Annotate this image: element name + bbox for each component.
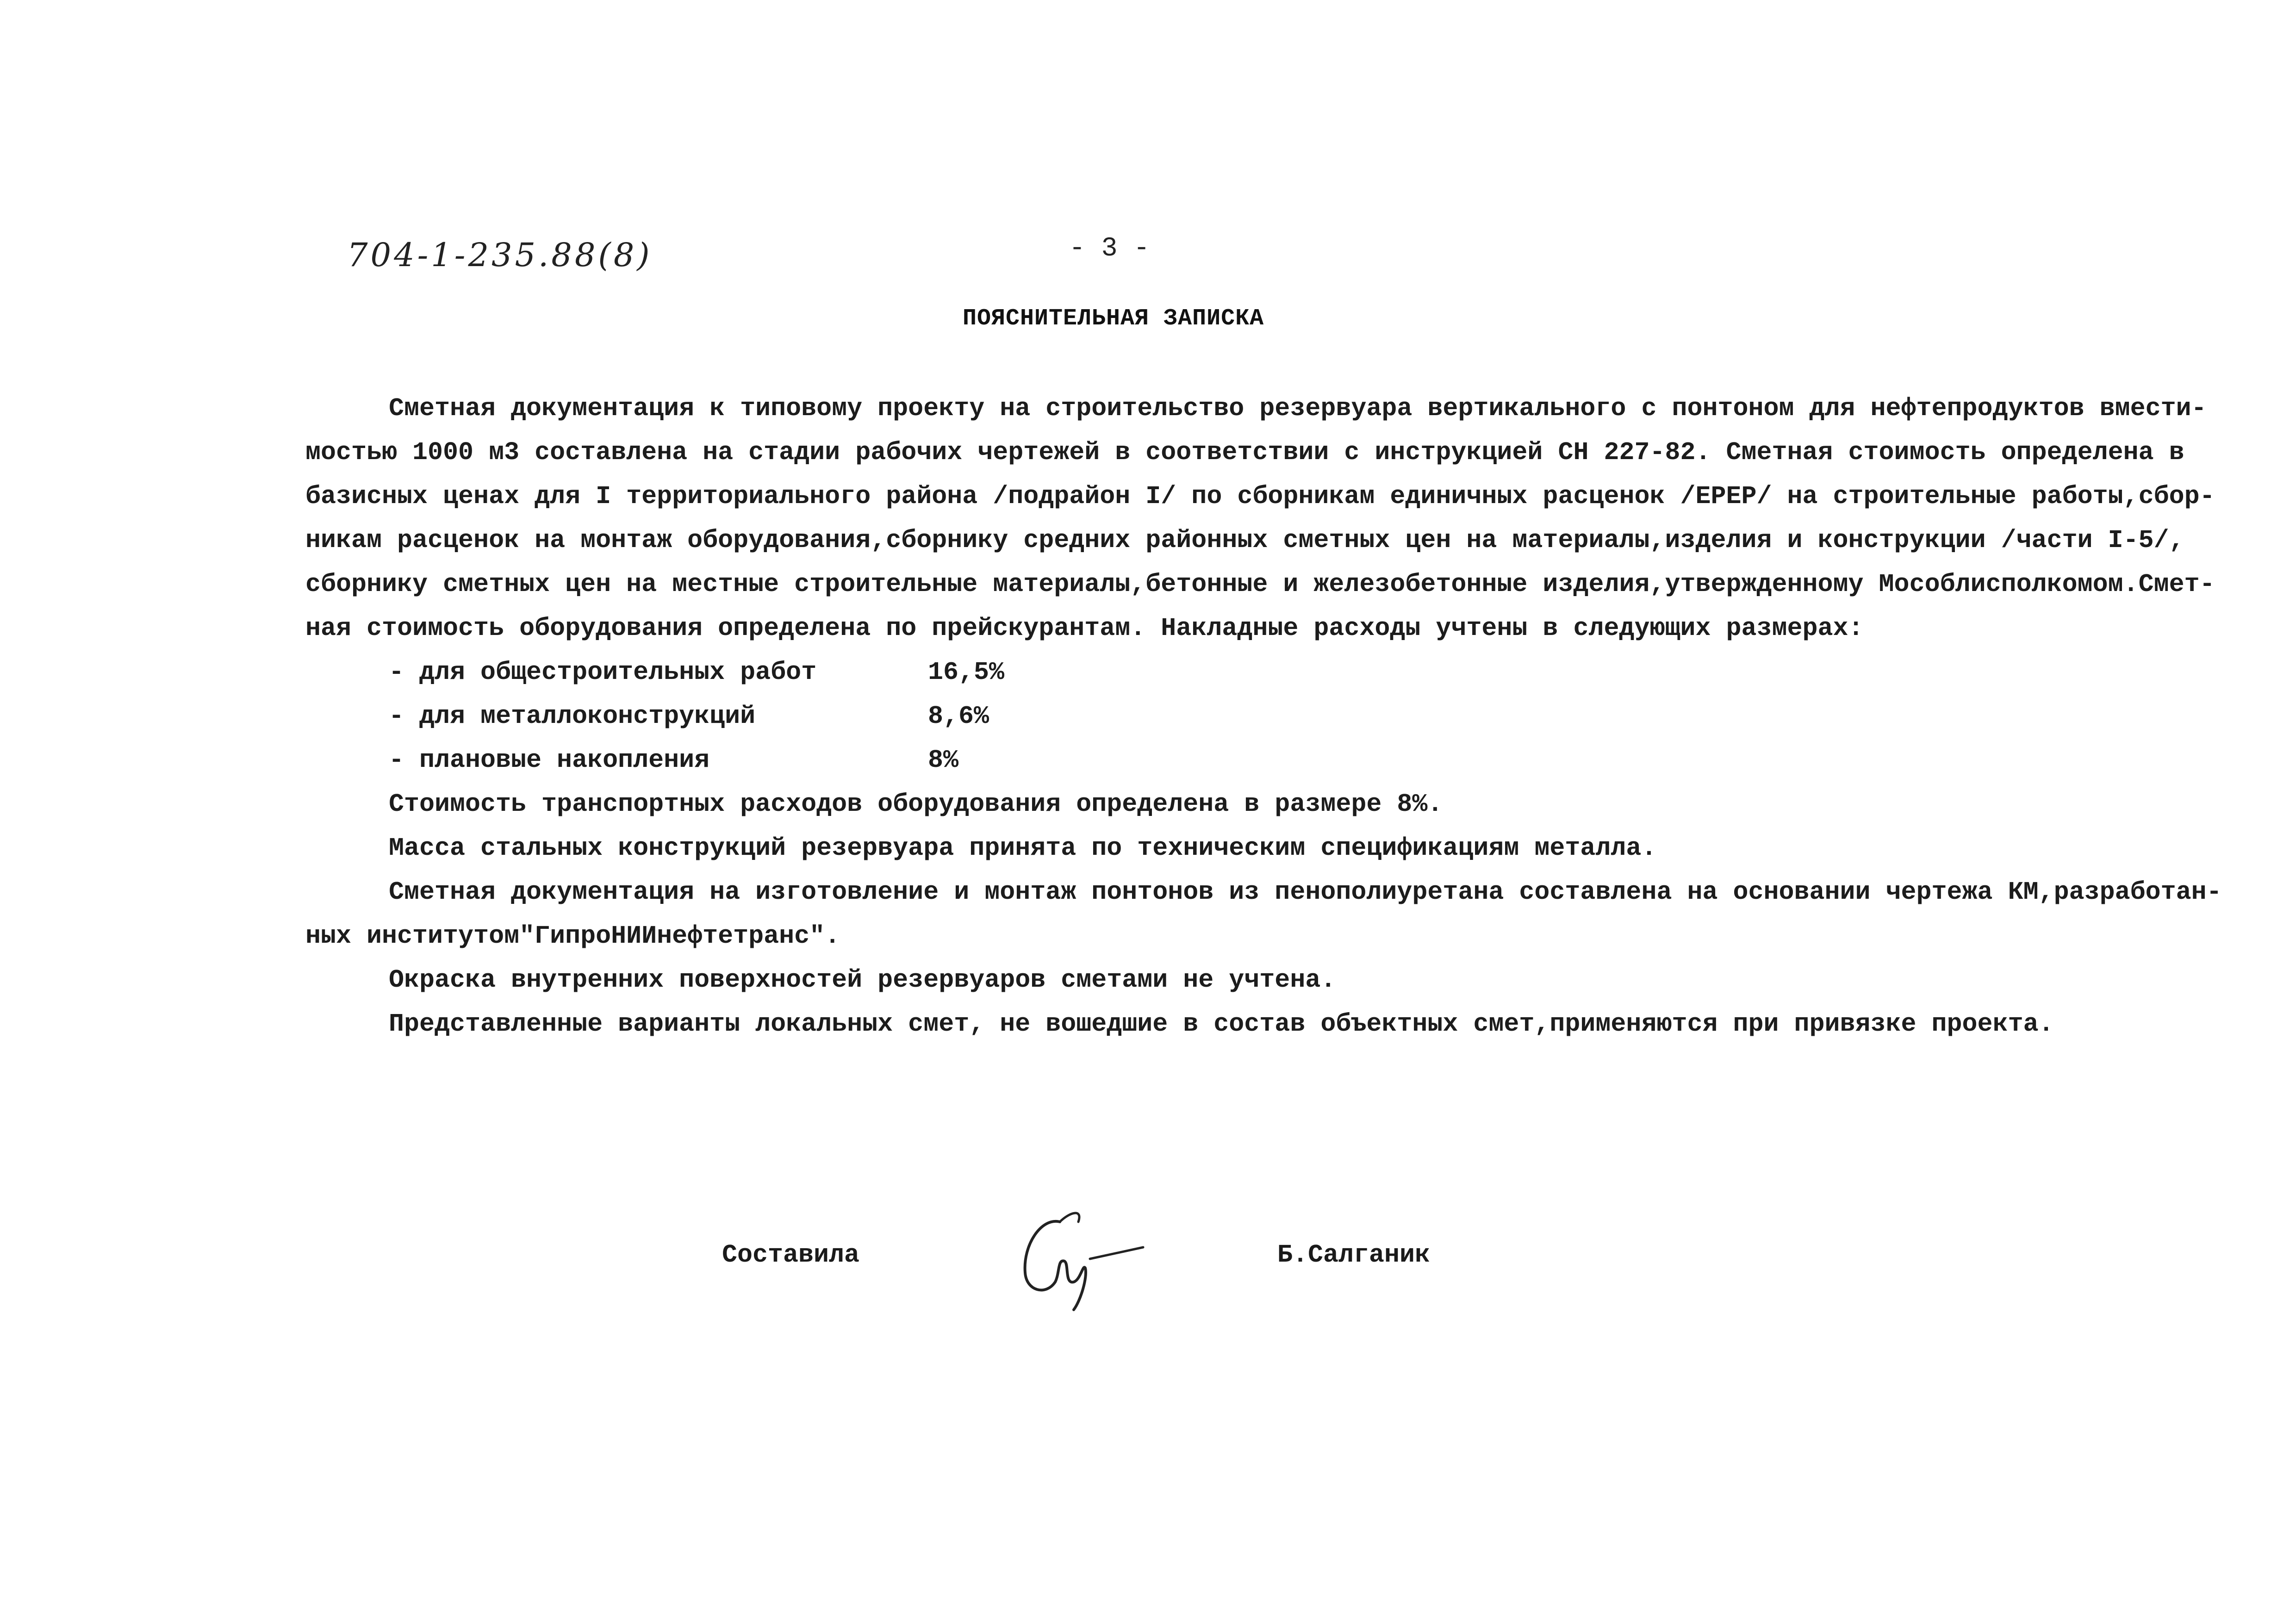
text-line: Масса стальных конструкций резервуара принята по техническим спецификациям металла.: [389, 834, 1657, 863]
paragraph-estimate-docs: [305, 386, 2215, 650]
rate-label: - для металлоконструкций: [389, 702, 756, 731]
document-code: 704-1-235.88(8): [347, 236, 653, 274]
paragraph-steel-mass: [305, 826, 2027, 870]
paragraph-variants: [305, 1002, 2054, 1046]
handwritten-signature-icon: [1004, 1203, 1157, 1314]
list-item: [305, 650, 2027, 694]
signatory-name: Б.Салганик: [1277, 1240, 1431, 1269]
explanatory-note-body: [305, 386, 2222, 1046]
rate-label: - для общестроительных работ: [389, 658, 817, 687]
text-line: Сметная документация на изготовление и монтаж понтонов из пенополиуретана составлена на основании чертежа КМ,разработан-: [389, 877, 2222, 907]
text-line: сборнику сметных цен на местные строительные материалы,бетонные и железобетонные изделия,утвержденному Мособлисполкомом.Смет-: [305, 570, 2215, 599]
page-title: ПОЯСНИТЕЛЬНАЯ ЗАПИСКА: [963, 305, 1264, 332]
list-item: [305, 694, 2027, 738]
page-number: - 3 -: [1069, 234, 1150, 264]
rate-label: - плановые накопления: [389, 746, 710, 775]
text-line: Стоимость транспортных расходов оборудования определена в размере 8%.: [389, 790, 1443, 819]
text-line: Окраска внутренних поверхностей резервуаров сметами не учтена.: [389, 965, 1336, 995]
paragraph-painting: [305, 958, 2027, 1002]
paragraph-pontoons: [305, 870, 2222, 958]
text-line: ных институтом"ГипроНИИнефтетранс".: [305, 921, 840, 951]
list-item: [305, 738, 2027, 782]
text-line: базисных ценах для I территориального района /подрайон I/ по сборникам единичных расценок /ЕРЕР/ на строительные работы,сбор-: [305, 482, 2215, 511]
text-line: Сметная документация к типовому проекту на строительство резервуара вертикального с понтоном для нефтепродуктов вмести-: [389, 394, 2207, 423]
text-line: ная стоимость оборудования определена по прейскурантам. Накладные расходы учтены в следующих размерах:: [305, 614, 1864, 643]
signature-label: Составила: [722, 1240, 860, 1269]
rate-value: 16,5%: [928, 658, 1005, 687]
rate-value: 8,6%: [928, 702, 989, 731]
text-line: Представленные варианты локальных смет, не вошедшие в состав объектных смет,применяются при привязке проекта.: [389, 1009, 2054, 1039]
signature-block: [722, 1203, 1509, 1333]
text-line: никам расценок на монтаж оборудования,сборнику средних районных сметных цен на материалы,изделия и конструкции /части I-5/,: [305, 526, 2184, 555]
rate-value: 8%: [928, 746, 959, 775]
paragraph-transport-costs: [305, 782, 2027, 826]
text-line: мостью 1000 м3 составлена на стадии рабочих чертежей в соответствии с инструкцией СН 227-82. Сметная стоимость определена в: [305, 438, 2184, 467]
overhead-rates-list: [305, 650, 2027, 782]
